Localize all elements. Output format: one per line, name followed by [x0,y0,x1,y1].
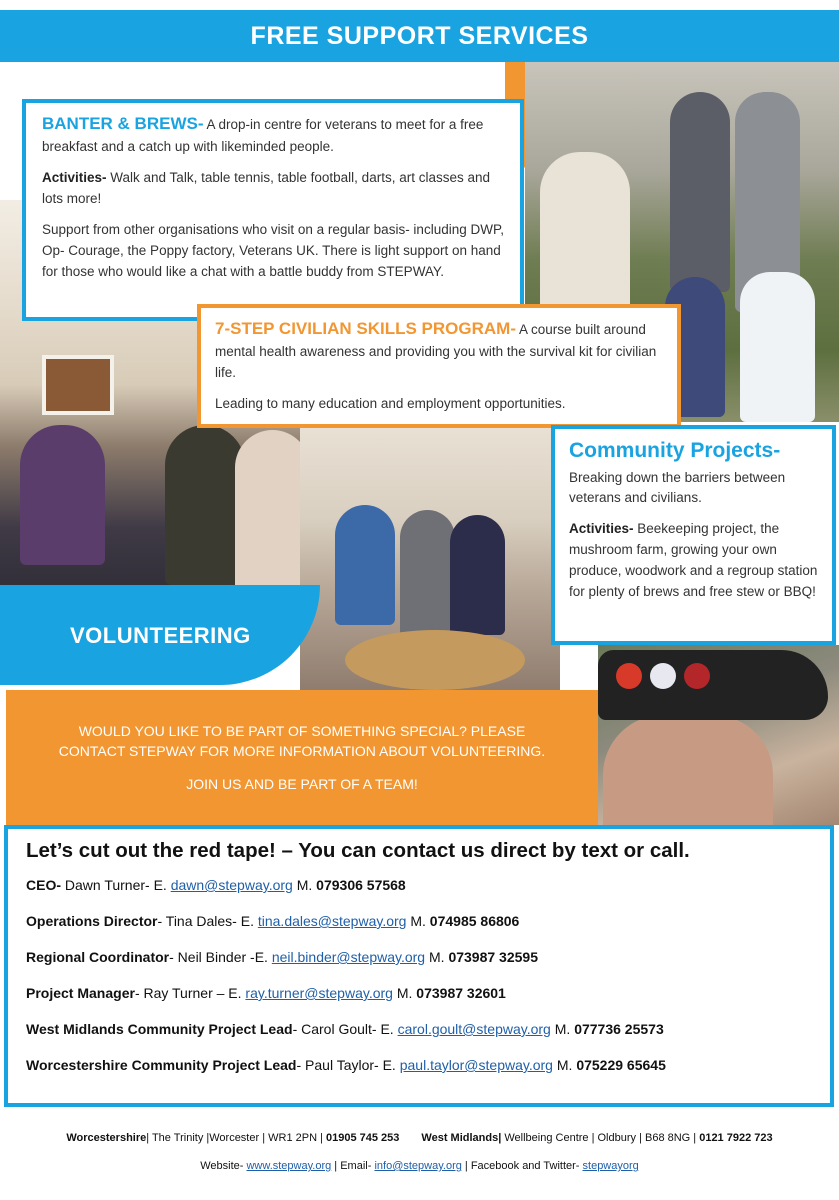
contact-name: - Carol Goult- E. [292,1021,398,1037]
contact-name: - Paul Taylor- E. [296,1057,400,1073]
contact-mobile: 074985 86806 [429,913,520,929]
footer-worc-phone: 01905 745 253 [325,1132,400,1144]
contact-mobile-label: M. [392,985,417,1001]
contact-role: Operations Director [26,913,158,929]
contact-email-link[interactable]: dawn@stepway.org [170,877,293,893]
volunteering-heading: VOLUNTEERING [70,623,251,648]
contact-email-link[interactable]: carol.goult@stepway.org [397,1021,551,1037]
banter-title: BANTER & BREWS- [42,114,204,133]
footer-email-label: | Email- [331,1160,375,1172]
contact-email-link[interactable]: tina.dales@stepway.org [257,913,407,929]
contact-mobile: 073987 32601 [416,985,506,1001]
footer-email-link[interactable]: info@stepway.org [374,1160,462,1172]
footer-wm-label: West Midlands| [421,1132,502,1144]
banter-and-brews-box [22,99,524,321]
banter-activities-text: Walk and Talk, table tennis, table football, darts, art classes and lots more! [42,170,490,207]
contact-mobile-label: M. [425,949,449,965]
contact-name: Dawn Turner- E. [61,877,171,893]
footer-website-link[interactable]: www.stepway.org [246,1160,332,1172]
volunteer-line-3: JOIN US AND BE PART OF A TEAM! [186,775,418,792]
banter-intro: A drop-in centre for veterans to meet for a free breakfast and a catch up with likeminded people. [42,117,484,155]
contact-box [4,825,834,1107]
contact-heading: Let’s cut out the red tape! – You can contact us direct by text or call. [26,839,690,862]
contact-mobile-label: M. [552,1057,577,1073]
contact-mobile: 077736 25573 [574,1021,664,1037]
volunteer-line-1: WOULD YOU LIKE TO BE PART OF SOMETHING SPECIAL? PLEASE [78,723,526,740]
footer-worc-label: Worcestershire [66,1132,147,1144]
banter-activities-label: Activities- [42,170,107,186]
community-projects-box [551,425,836,645]
page-title: FREE SUPPORT SERVICES [250,21,589,50]
contact-row [26,877,812,913]
contact-mobile: 079306 57568 [316,877,406,893]
contact-role: CEO- [26,877,61,893]
volunteer-call-to-action [6,690,598,825]
footer-social-label: | Facebook and Twitter- [461,1160,583,1172]
contact-role: West Midlands Community Project Lead [26,1021,293,1037]
contact-email-link[interactable]: paul.taylor@stepway.org [399,1057,553,1073]
contact-name: - Neil Binder -E. [169,949,272,965]
footer-links [0,1160,839,1172]
contact-role: Regional Coordinator [26,949,170,965]
contact-name: - Ray Turner – E. [134,985,246,1001]
community-intro: Breaking down the barriers between veterans and civilians. [569,469,786,506]
footer-social-link[interactable]: stepwayorg [582,1160,639,1172]
contact-mobile: 073987 32595 [448,949,538,965]
seven-step-outcome: Leading to many education and employment opportunities. [215,396,566,412]
photo-veteran-with-hat [598,645,839,825]
contact-email-link[interactable]: neil.binder@stepway.org [271,949,426,965]
contact-mobile-label: M. [292,877,317,893]
contact-email-link[interactable]: ray.turner@stepway.org [245,985,393,1001]
seven-step-title: 7-STEP CIVILIAN SKILLS PROGRAM- [215,319,516,338]
header-banner [0,10,839,62]
contact-mobile-label: M. [406,913,430,929]
volunteer-line-2: CONTACT STEPWAY FOR MORE INFORMATION ABOUT VOLUNTEERING. [58,743,546,760]
footer-wm-phone: 0121 7922 723 [699,1132,773,1144]
community-activities-text: Beekeeping project, the mushroom farm, growing your own produce, woodwork and a regroup station for plenty of brews and free stew or BBQ! [569,521,818,600]
contact-role: Project Manager [26,985,135,1001]
seven-step-intro: A course built around mental health awareness and providing you with the survival kit for civilian life. [215,322,657,381]
contact-role: Worcestershire Community Project Lead [26,1057,297,1073]
contact-row [26,985,812,1021]
seven-step-program-box [197,304,681,428]
photo-volunteers-group [300,425,560,695]
contact-mobile-label: M. [550,1021,575,1037]
footer-website-label: Website- [200,1160,247,1172]
footer-wm-address: Wellbeing Centre | Oldbury | B68 8NG | [501,1132,700,1144]
community-title: Community Projects- [569,439,781,462]
footer-worc-address: | The Trinity |Worcester | WR1 2PN | [146,1132,326,1144]
contact-row [26,1021,812,1057]
contact-row [26,1057,812,1093]
contact-name: - Tina Dales- E. [157,913,258,929]
contact-row [26,913,812,949]
community-activities-label: Activities- [569,521,634,537]
banter-support-text: Support from other organisations who visit on a regular basis- including DWP, Op- Courage, the Poppy factory, Veterans UK. There is light support on hand for those who would like a chat with a battle buddy from STEPWAY. [42,222,504,279]
contact-row [26,949,812,985]
contact-mobile: 075229 65645 [576,1057,666,1073]
footer-addresses [0,1132,839,1144]
